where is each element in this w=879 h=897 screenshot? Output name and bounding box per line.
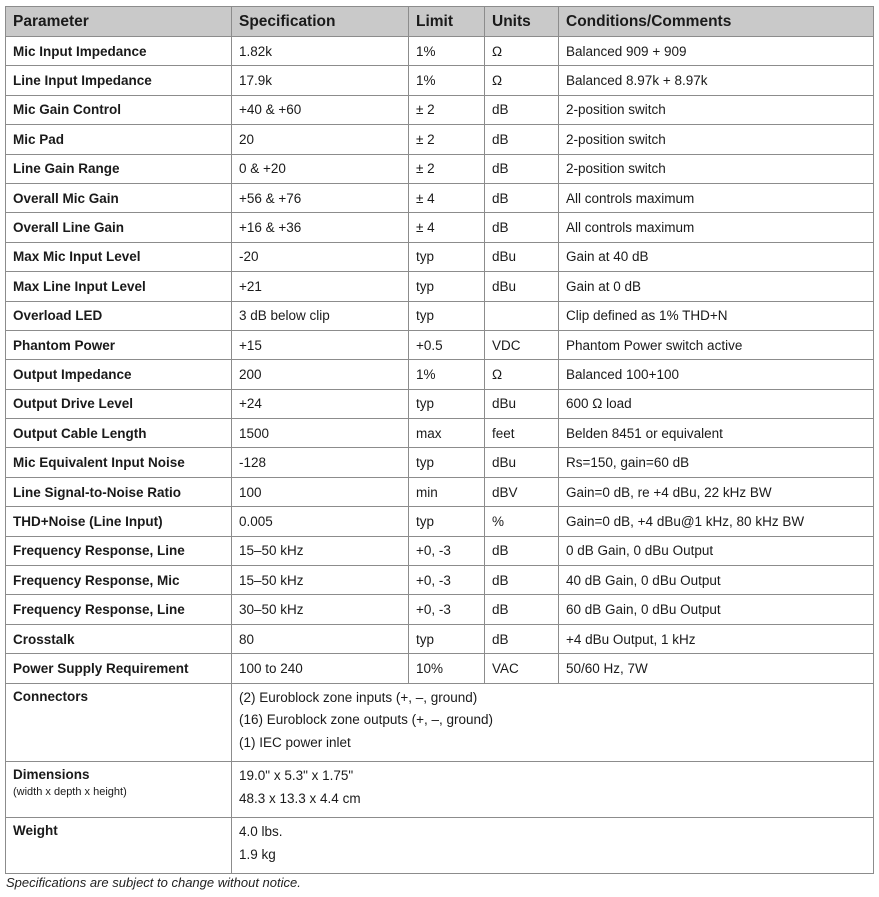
table-row <box>6 448 874 477</box>
dimensions-row <box>6 762 874 818</box>
table-row <box>6 595 874 624</box>
cell-limit: 10% <box>409 654 485 683</box>
cell-param: Output Cable Length <box>6 419 232 448</box>
table-row <box>6 37 874 66</box>
cell-param: Crosstalk <box>6 624 232 653</box>
cell-param: Frequency Response, Line <box>6 536 232 565</box>
footnote: Specifications are subject to change without notice. <box>6 875 301 890</box>
cell-conditions: All controls maximum <box>559 213 874 242</box>
cell-limit: ± 4 <box>409 213 485 242</box>
cell-spec: -128 <box>232 448 409 477</box>
cell-param: Mic Input Impedance <box>6 37 232 66</box>
cell-units <box>485 301 559 330</box>
cell-units: Ω <box>485 360 559 389</box>
cell-spec: 200 <box>232 360 409 389</box>
cell-spec: 1500 <box>232 419 409 448</box>
cell-units: dBV <box>485 477 559 506</box>
cell-limit: 1% <box>409 66 485 95</box>
cell-limit: max <box>409 419 485 448</box>
table-row <box>6 66 874 95</box>
weight-row <box>6 818 874 874</box>
cell-spec: -20 <box>232 242 409 271</box>
cell-param: Line Gain Range <box>6 154 232 183</box>
cell-units: dB <box>485 213 559 242</box>
table-header <box>6 7 874 37</box>
cell-units: Ω <box>485 66 559 95</box>
cell-spec: 0 & +20 <box>232 154 409 183</box>
connectors-row <box>6 683 874 762</box>
dimensions-line: 19.0" x 5.3" x 1.75" <box>239 768 354 784</box>
cell-param: Mic Equivalent Input Noise <box>6 448 232 477</box>
cell-spec: 3 dB below clip <box>232 301 409 330</box>
table-row <box>6 95 874 124</box>
cell-spec: +21 <box>232 272 409 301</box>
cell-limit: min <box>409 477 485 506</box>
cell-param: Max Line Input Level <box>6 272 232 301</box>
cell-conditions: 2-position switch <box>559 95 874 124</box>
table-row <box>6 654 874 683</box>
table-body <box>6 37 874 874</box>
dimensions-sublabel: (width x depth x height) <box>13 786 127 799</box>
cell-param: Frequency Response, Line <box>6 595 232 624</box>
cell-units: dB <box>485 624 559 653</box>
table-row <box>6 507 874 536</box>
cell-conditions: Belden 8451 or equivalent <box>559 419 874 448</box>
weight-line: 1.9 kg <box>239 846 276 862</box>
cell-spec: 20 <box>232 125 409 154</box>
cell-spec: 100 to 240 <box>232 654 409 683</box>
cell-conditions: 50/60 Hz, 7W <box>559 654 874 683</box>
connectors-spec <box>232 683 874 762</box>
cell-param: Overall Line Gain <box>6 213 232 242</box>
cell-conditions: Gain=0 dB, +4 dBu@1 kHz, 80 kHz BW <box>559 507 874 536</box>
cell-spec: 15–50 kHz <box>232 536 409 565</box>
cell-conditions: Rs=150, gain=60 dB <box>559 448 874 477</box>
cell-spec: 100 <box>232 477 409 506</box>
cell-spec: 80 <box>232 624 409 653</box>
table-row <box>6 213 874 242</box>
table-row <box>6 154 874 183</box>
cell-limit: typ <box>409 242 485 271</box>
table-row <box>6 125 874 154</box>
cell-conditions: 2-position switch <box>559 125 874 154</box>
cell-units: dB <box>485 536 559 565</box>
cell-conditions: Phantom Power switch active <box>559 330 874 359</box>
cell-units: dBu <box>485 389 559 418</box>
cell-param: Mic Gain Control <box>6 95 232 124</box>
cell-param: Line Signal-to-Noise Ratio <box>6 477 232 506</box>
cell-limit: ± 4 <box>409 183 485 212</box>
cell-units: dB <box>485 595 559 624</box>
cell-param: Frequency Response, Mic <box>6 566 232 595</box>
header-specification: Specification <box>232 7 409 37</box>
weight-line: 4.0 lbs. <box>239 824 283 840</box>
cell-spec: 0.005 <box>232 507 409 536</box>
weight-label: Weight <box>6 818 232 874</box>
cell-param: Line Input Impedance <box>6 66 232 95</box>
cell-param: Output Drive Level <box>6 389 232 418</box>
cell-param: Power Supply Requirement <box>6 654 232 683</box>
cell-conditions: 40 dB Gain, 0 dBu Output <box>559 566 874 595</box>
table-row <box>6 419 874 448</box>
cell-units: dBu <box>485 272 559 301</box>
cell-limit: ± 2 <box>409 125 485 154</box>
cell-units: VAC <box>485 654 559 683</box>
header-units: Units <box>485 7 559 37</box>
header-limit: Limit <box>409 7 485 37</box>
header-row <box>6 7 874 37</box>
cell-units: Ω <box>485 37 559 66</box>
table-row <box>6 624 874 653</box>
cell-units: dB <box>485 183 559 212</box>
table-row <box>6 301 874 330</box>
cell-conditions: All controls maximum <box>559 183 874 212</box>
connectors-line: (16) Euroblock zone outputs (+, –, ground) <box>239 712 494 728</box>
weight-spec <box>232 818 874 874</box>
connectors-label: Connectors <box>6 683 232 762</box>
cell-units: % <box>485 507 559 536</box>
cell-limit: 1% <box>409 37 485 66</box>
cell-limit: typ <box>409 389 485 418</box>
cell-units: dB <box>485 566 559 595</box>
cell-units: dB <box>485 125 559 154</box>
table-row <box>6 242 874 271</box>
table-row <box>6 272 874 301</box>
cell-param: THD+Noise (Line Input) <box>6 507 232 536</box>
dimensions-label: Dimensions <box>13 767 90 783</box>
table-row <box>6 360 874 389</box>
cell-limit: typ <box>409 624 485 653</box>
cell-conditions: Gain at 0 dB <box>559 272 874 301</box>
cell-param: Mic Pad <box>6 125 232 154</box>
cell-spec: +56 & +76 <box>232 183 409 212</box>
cell-conditions: 600 Ω load <box>559 389 874 418</box>
cell-limit: ± 2 <box>409 95 485 124</box>
cell-conditions: 2-position switch <box>559 154 874 183</box>
connectors-line: (2) Euroblock zone inputs (+, –, ground) <box>239 689 478 705</box>
spec-sheet <box>5 6 873 874</box>
cell-units: dBu <box>485 448 559 477</box>
cell-limit: typ <box>409 301 485 330</box>
cell-units: VDC <box>485 330 559 359</box>
cell-limit: 1% <box>409 360 485 389</box>
cell-param: Phantom Power <box>6 330 232 359</box>
connectors-line: (1) IEC power inlet <box>239 734 351 750</box>
cell-conditions: +4 dBu Output, 1 kHz <box>559 624 874 653</box>
cell-limit: ± 2 <box>409 154 485 183</box>
cell-conditions: Gain=0 dB, re +4 dBu, 22 kHz BW <box>559 477 874 506</box>
header-parameter: Parameter <box>6 7 232 37</box>
cell-conditions: Clip defined as 1% THD+N <box>559 301 874 330</box>
cell-units: dB <box>485 95 559 124</box>
cell-spec: +24 <box>232 389 409 418</box>
cell-spec: 1.82k <box>232 37 409 66</box>
cell-units: dB <box>485 154 559 183</box>
cell-limit: +0, -3 <box>409 536 485 565</box>
cell-limit: +0, -3 <box>409 595 485 624</box>
table-row <box>6 330 874 359</box>
cell-spec: 30–50 kHz <box>232 595 409 624</box>
cell-spec: 15–50 kHz <box>232 566 409 595</box>
cell-limit: +0, -3 <box>409 566 485 595</box>
header-conditions: Conditions/Comments <box>559 7 874 37</box>
cell-units: feet <box>485 419 559 448</box>
cell-units: dBu <box>485 242 559 271</box>
cell-limit: +0.5 <box>409 330 485 359</box>
cell-limit: typ <box>409 272 485 301</box>
cell-param: Max Mic Input Level <box>6 242 232 271</box>
table-row <box>6 477 874 506</box>
table-row <box>6 389 874 418</box>
cell-conditions: Balanced 909 + 909 <box>559 37 874 66</box>
cell-spec: +16 & +36 <box>232 213 409 242</box>
specifications-table <box>5 6 874 874</box>
cell-spec: +15 <box>232 330 409 359</box>
table-row <box>6 566 874 595</box>
table-row <box>6 536 874 565</box>
cell-conditions: Balanced 100+100 <box>559 360 874 389</box>
cell-conditions: 0 dB Gain, 0 dBu Output <box>559 536 874 565</box>
cell-limit: typ <box>409 507 485 536</box>
cell-param: Output Impedance <box>6 360 232 389</box>
cell-spec: 17.9k <box>232 66 409 95</box>
cell-conditions: Gain at 40 dB <box>559 242 874 271</box>
cell-param: Overload LED <box>6 301 232 330</box>
cell-conditions: 60 dB Gain, 0 dBu Output <box>559 595 874 624</box>
cell-spec: +40 & +60 <box>232 95 409 124</box>
table-row <box>6 183 874 212</box>
cell-limit: typ <box>409 448 485 477</box>
cell-conditions: Balanced 8.97k + 8.97k <box>559 66 874 95</box>
dimensions-line: 48.3 x 13.3 x 4.4 cm <box>239 790 361 806</box>
dimensions-spec <box>232 762 874 818</box>
cell-param: Overall Mic Gain <box>6 183 232 212</box>
dimensions-label-cell <box>6 762 232 818</box>
